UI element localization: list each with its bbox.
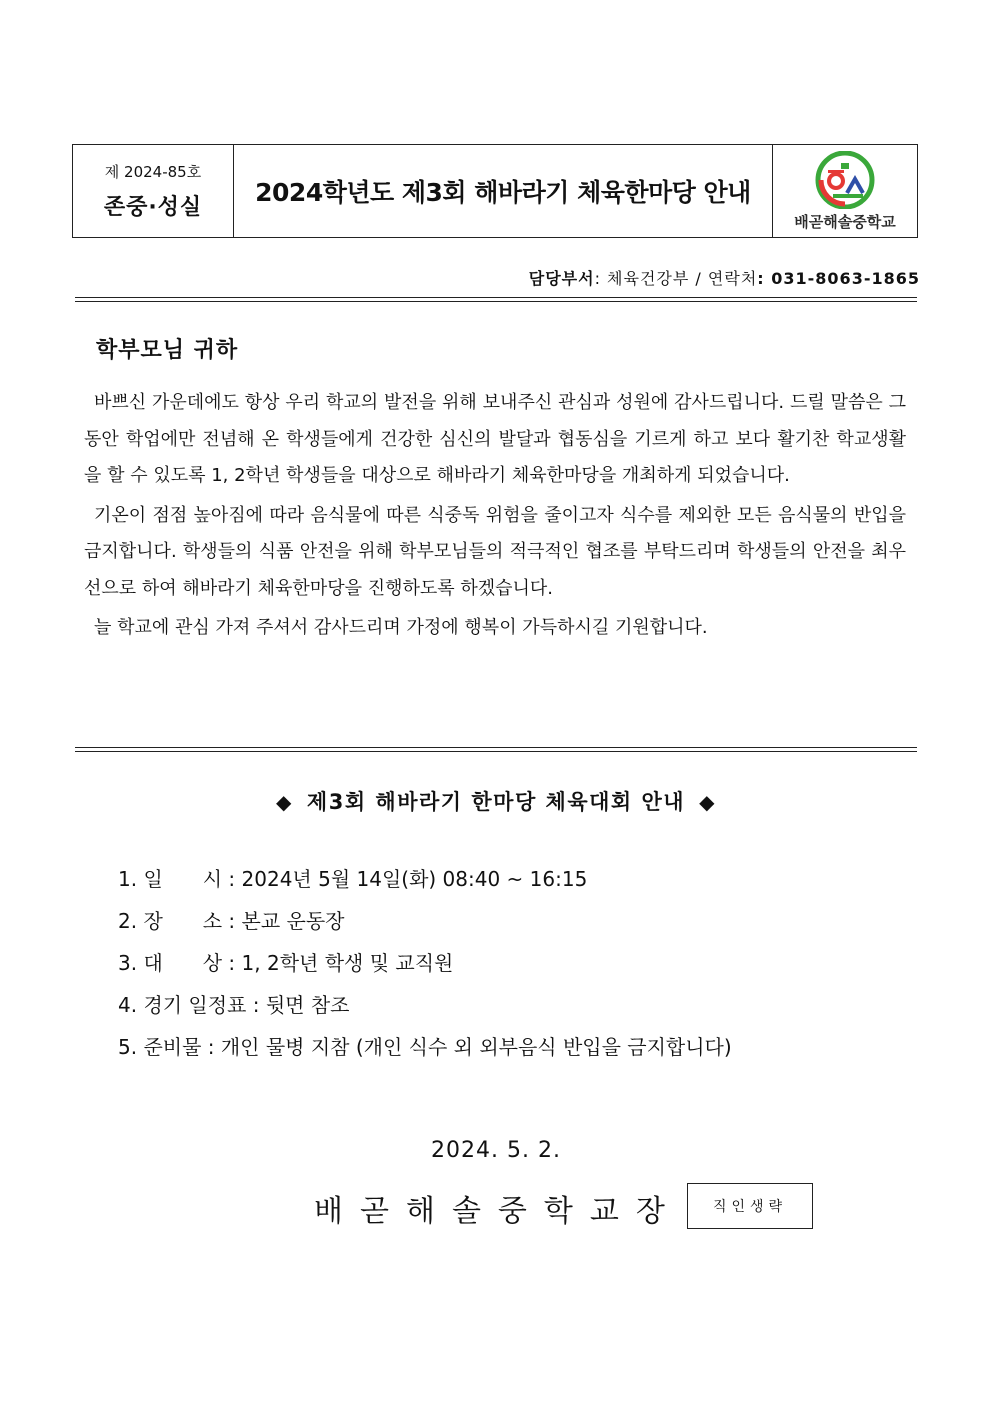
event-details-list bbox=[118, 858, 732, 1068]
detail-item-schedule: 4. 경기 일정표 : 뒷면 참조 bbox=[118, 993, 350, 1017]
issue-date: 2024. 5. 2. bbox=[431, 1138, 561, 1163]
letter-paragraph: 바쁘신 가운데에도 항상 우리 학교의 발전을 위해 보내주신 관심과 성원에 감사드립니다. 드릴 말씀은 그동안 학업에만 전념해 온 학생들에게 건강한 심신의 발달과 협동심을 기르게 하고 보다 활기찬 학교생활을 할 수 있도록 1, 2학년 학생들을 대상으로 해바라기 체육한마당을 개최하게 되었습니다. bbox=[84, 392, 906, 486]
diamond-icon: ◆ bbox=[276, 790, 293, 814]
document-header bbox=[72, 144, 918, 238]
divider-middle bbox=[75, 747, 917, 752]
detail-item-target: 3. 대 상 : 1, 2학년 학생 및 교직원 bbox=[118, 951, 454, 975]
contact-separator: / bbox=[695, 269, 702, 288]
phone-label: 연락처 bbox=[707, 269, 758, 288]
header-left-cell bbox=[73, 145, 234, 237]
letter-greeting: 학부모님 귀하 bbox=[96, 338, 239, 363]
header-title-cell bbox=[234, 145, 773, 237]
document-number: 제 2024-85호 bbox=[104, 163, 202, 181]
principal-signature: 배곧해솔중학교장 bbox=[314, 1194, 682, 1229]
seal-omitted-box: 직인생략 bbox=[687, 1183, 813, 1229]
school-motto: 존중·성실 bbox=[103, 195, 203, 220]
diamond-icon: ◆ bbox=[699, 790, 716, 814]
dept-label: 담당부서 bbox=[528, 269, 595, 288]
document-title: 2024학년도 제3회 해바라기 체육한마당 안내 bbox=[255, 178, 751, 207]
letter-paragraph: 기온이 점점 높아짐에 따라 음식물에 따른 식중독 위험을 줄이고자 식수를 제외한 모든 음식물의 반입을 금지합니다. 학생들의 식품 안전을 위해 학부모님들의 적극적인 협조를 부탁드리며 학생들의 안전을 최우선으로 하여 해바라기 체육한마당을 진행하도록 하겠습니다. bbox=[84, 504, 906, 599]
letter-body bbox=[84, 385, 906, 650]
detail-item-date: 1. 일 시 : 2024년 5월 14일(화) 08:40 ~ 16:15 bbox=[118, 867, 588, 891]
school-emblem-icon bbox=[813, 151, 877, 209]
dept-value: : 체육건강부 bbox=[594, 269, 690, 288]
contact-line bbox=[529, 266, 920, 289]
letter-paragraph: 늘 학교에 관심 가져 주셔서 감사드리며 가정에 행복이 가득하시길 기원합니다. bbox=[94, 617, 708, 638]
phone-value: : 031-8063-1865 bbox=[757, 269, 920, 288]
detail-item-supplies: 5. 준비물 : 개인 물병 지참 (개인 식수 외 외부음식 반입을 금지합니다) bbox=[118, 1035, 732, 1059]
notice-title: 제3회 해바라기 한마당 체육대회 안내 bbox=[306, 790, 686, 814]
divider-top bbox=[75, 297, 917, 302]
header-logo-cell bbox=[773, 145, 917, 237]
detail-item-place: 2. 장 소 : 본교 운동장 bbox=[118, 909, 345, 933]
school-logo-text: 배곧해솔중학교 bbox=[794, 212, 896, 231]
notice-heading bbox=[0, 786, 992, 816]
